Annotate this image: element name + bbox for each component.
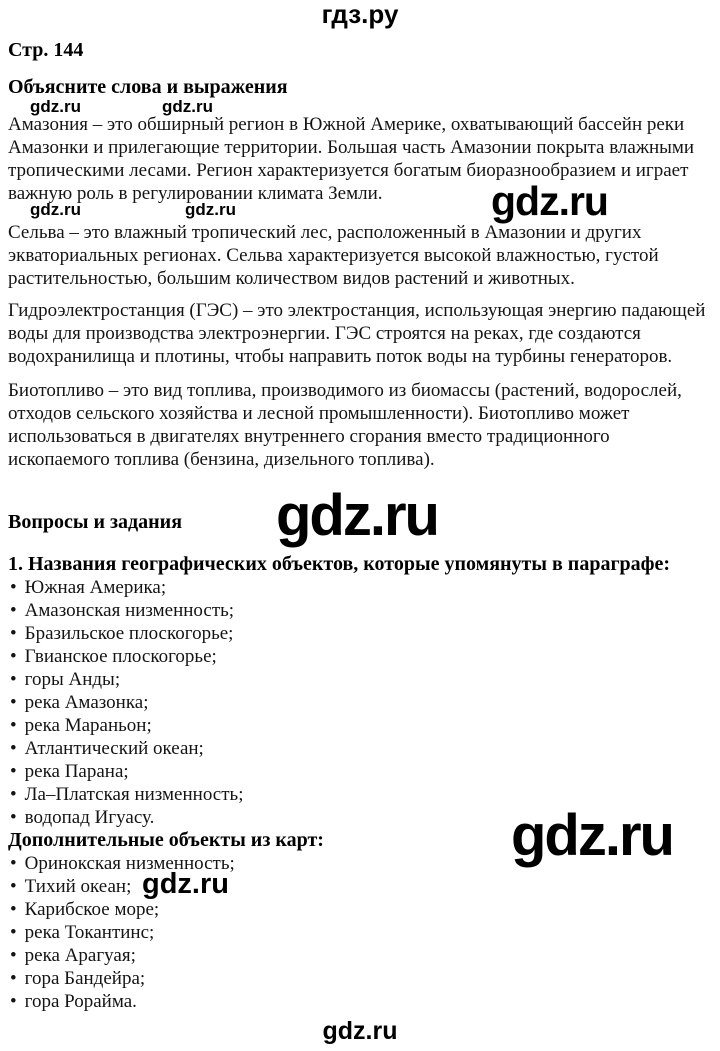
questions-section-title: Вопросы и задания: [8, 511, 183, 533]
bullet-marker: •: [10, 669, 17, 690]
bullet-marker: •: [10, 945, 17, 966]
list-item: [8, 645, 712, 668]
list-item: [8, 622, 712, 645]
gdz-watermark-xlarge: gdz.ru: [276, 483, 438, 548]
list-item: [8, 714, 712, 737]
list-item-label: горы Анды;: [24, 669, 121, 690]
list-item-label: гора Бандейра;: [24, 968, 146, 989]
list-item-label: река Мараньон;: [24, 715, 152, 736]
geo-objects-list: [8, 576, 712, 829]
bullet-marker: •: [10, 807, 17, 828]
bullet-marker: •: [10, 876, 17, 897]
list-item-label: водопад Игуасу.: [24, 807, 155, 828]
gdz-watermark-xlarge: gdz.ru: [511, 803, 673, 868]
list-item: [8, 806, 712, 829]
gdz-watermark-small: gdz.ru: [30, 200, 81, 219]
bullet-marker: •: [10, 692, 17, 713]
bullet-marker: •: [10, 646, 17, 667]
list-item-label: Бразильское плоскогорье;: [24, 623, 234, 644]
gdz-watermark-small: gdz.ru: [185, 200, 236, 219]
definition-hydropower: Гидроэлектростанция (ГЭС) – это электростанция, использующая энергию падающей воды для производства электроэнергии. ГЭС строятся на реках, где создаются водохранилища и плотины, чтобы направить поток воды на турбины генераторов.: [8, 300, 706, 367]
bullet-marker: •: [10, 784, 17, 805]
gdz-watermark-medium: gdz.ru: [142, 868, 229, 900]
definition-biofuel: Биотопливо – это вид топлива, производимого из биомассы (растений, водорослей, отходов сельского хозяйства и лесной промышленности). Биотопливо может использоваться в двигателях внутреннего сгорания вместо традиционного ископаемого топлива (бензина, дизельного топлива).: [8, 380, 682, 470]
gdz-watermark-small: gdz.ru: [162, 97, 213, 116]
list-item-label: Карибское море;: [24, 899, 160, 920]
site-logo-top[interactable]: гдз.ру: [321, 0, 399, 29]
gdz-watermark-large: gdz.ru: [491, 178, 608, 224]
definition-amazonia: Амазония – это обширный регион в Южной Америке, охватывающий бассейн реки Амазонки и прилегающие территории. Большая часть Амазонии покрыта влажными тропическими лесами. Регион характеризуется богатым биоразнообразием и играет важную роль в регулировании климата Земли.: [8, 114, 695, 204]
definition-selva: Сельва – это влажный тропический лес, расположенный в Амазонии и других экваториальных регионах. Сельва характеризуется высокой влажностью, густой растительностью, большим количеством видов растений и животных.: [8, 222, 659, 289]
list-item: [8, 737, 712, 760]
list-item-label: Гвианское плоскогорье;: [24, 646, 217, 667]
list-item-label: Амазонская низменность;: [24, 600, 235, 621]
bullet-marker: •: [10, 761, 17, 782]
list-item-label: гора Рорайма.: [24, 991, 137, 1012]
list-item: [8, 691, 712, 714]
list-item-label: Тихий океан;: [24, 876, 132, 897]
bullet-marker: •: [10, 853, 17, 874]
bullet-marker: •: [10, 715, 17, 736]
extra-objects-list: [8, 852, 712, 1013]
list-item-label: река Арагуая;: [24, 945, 136, 966]
list-item-label: река Токантинс;: [24, 922, 155, 943]
list-item: [8, 760, 712, 783]
site-logo-bottom: gdz.ru: [322, 1017, 398, 1045]
list-item: [8, 967, 712, 990]
bullet-marker: •: [10, 968, 17, 989]
page-number-heading: Стр. 144: [8, 39, 84, 61]
bullet-marker: •: [10, 600, 17, 621]
task1-heading: 1. Названия географических объектов, которые упомянуты в параграфе:: [8, 553, 671, 575]
bullet-marker: •: [10, 991, 17, 1012]
list-item-label: Южная Америка;: [24, 577, 167, 598]
list-item: [8, 852, 712, 875]
list-item: [8, 898, 712, 921]
list-item-label: Атлантический океан;: [24, 738, 204, 759]
document-content: [0, 39, 720, 1013]
bullet-marker: •: [10, 899, 17, 920]
list-item-label: река Амазонка;: [24, 692, 149, 713]
list-item-label: Оринокская низменность;: [24, 853, 235, 874]
bullet-marker: •: [10, 922, 17, 943]
list-item: [8, 921, 712, 944]
list-item-label: река Парана;: [24, 761, 129, 782]
list-item: [8, 944, 712, 967]
bullet-marker: •: [10, 577, 17, 598]
extra-objects-heading: Дополнительные объекты из карт:: [8, 829, 324, 851]
list-item: [8, 576, 712, 599]
list-item: [8, 875, 712, 898]
list-item: [8, 990, 712, 1013]
vocab-section-title: Объясните слова и выражения: [8, 76, 288, 98]
gdz-watermark-small: gdz.ru: [30, 97, 81, 116]
bullet-marker: •: [10, 738, 17, 759]
list-item-label: Ла–Платская низменность;: [24, 784, 244, 805]
list-item: [8, 599, 712, 622]
bullet-marker: •: [10, 623, 17, 644]
list-item: [8, 668, 712, 691]
list-item: [8, 783, 712, 806]
